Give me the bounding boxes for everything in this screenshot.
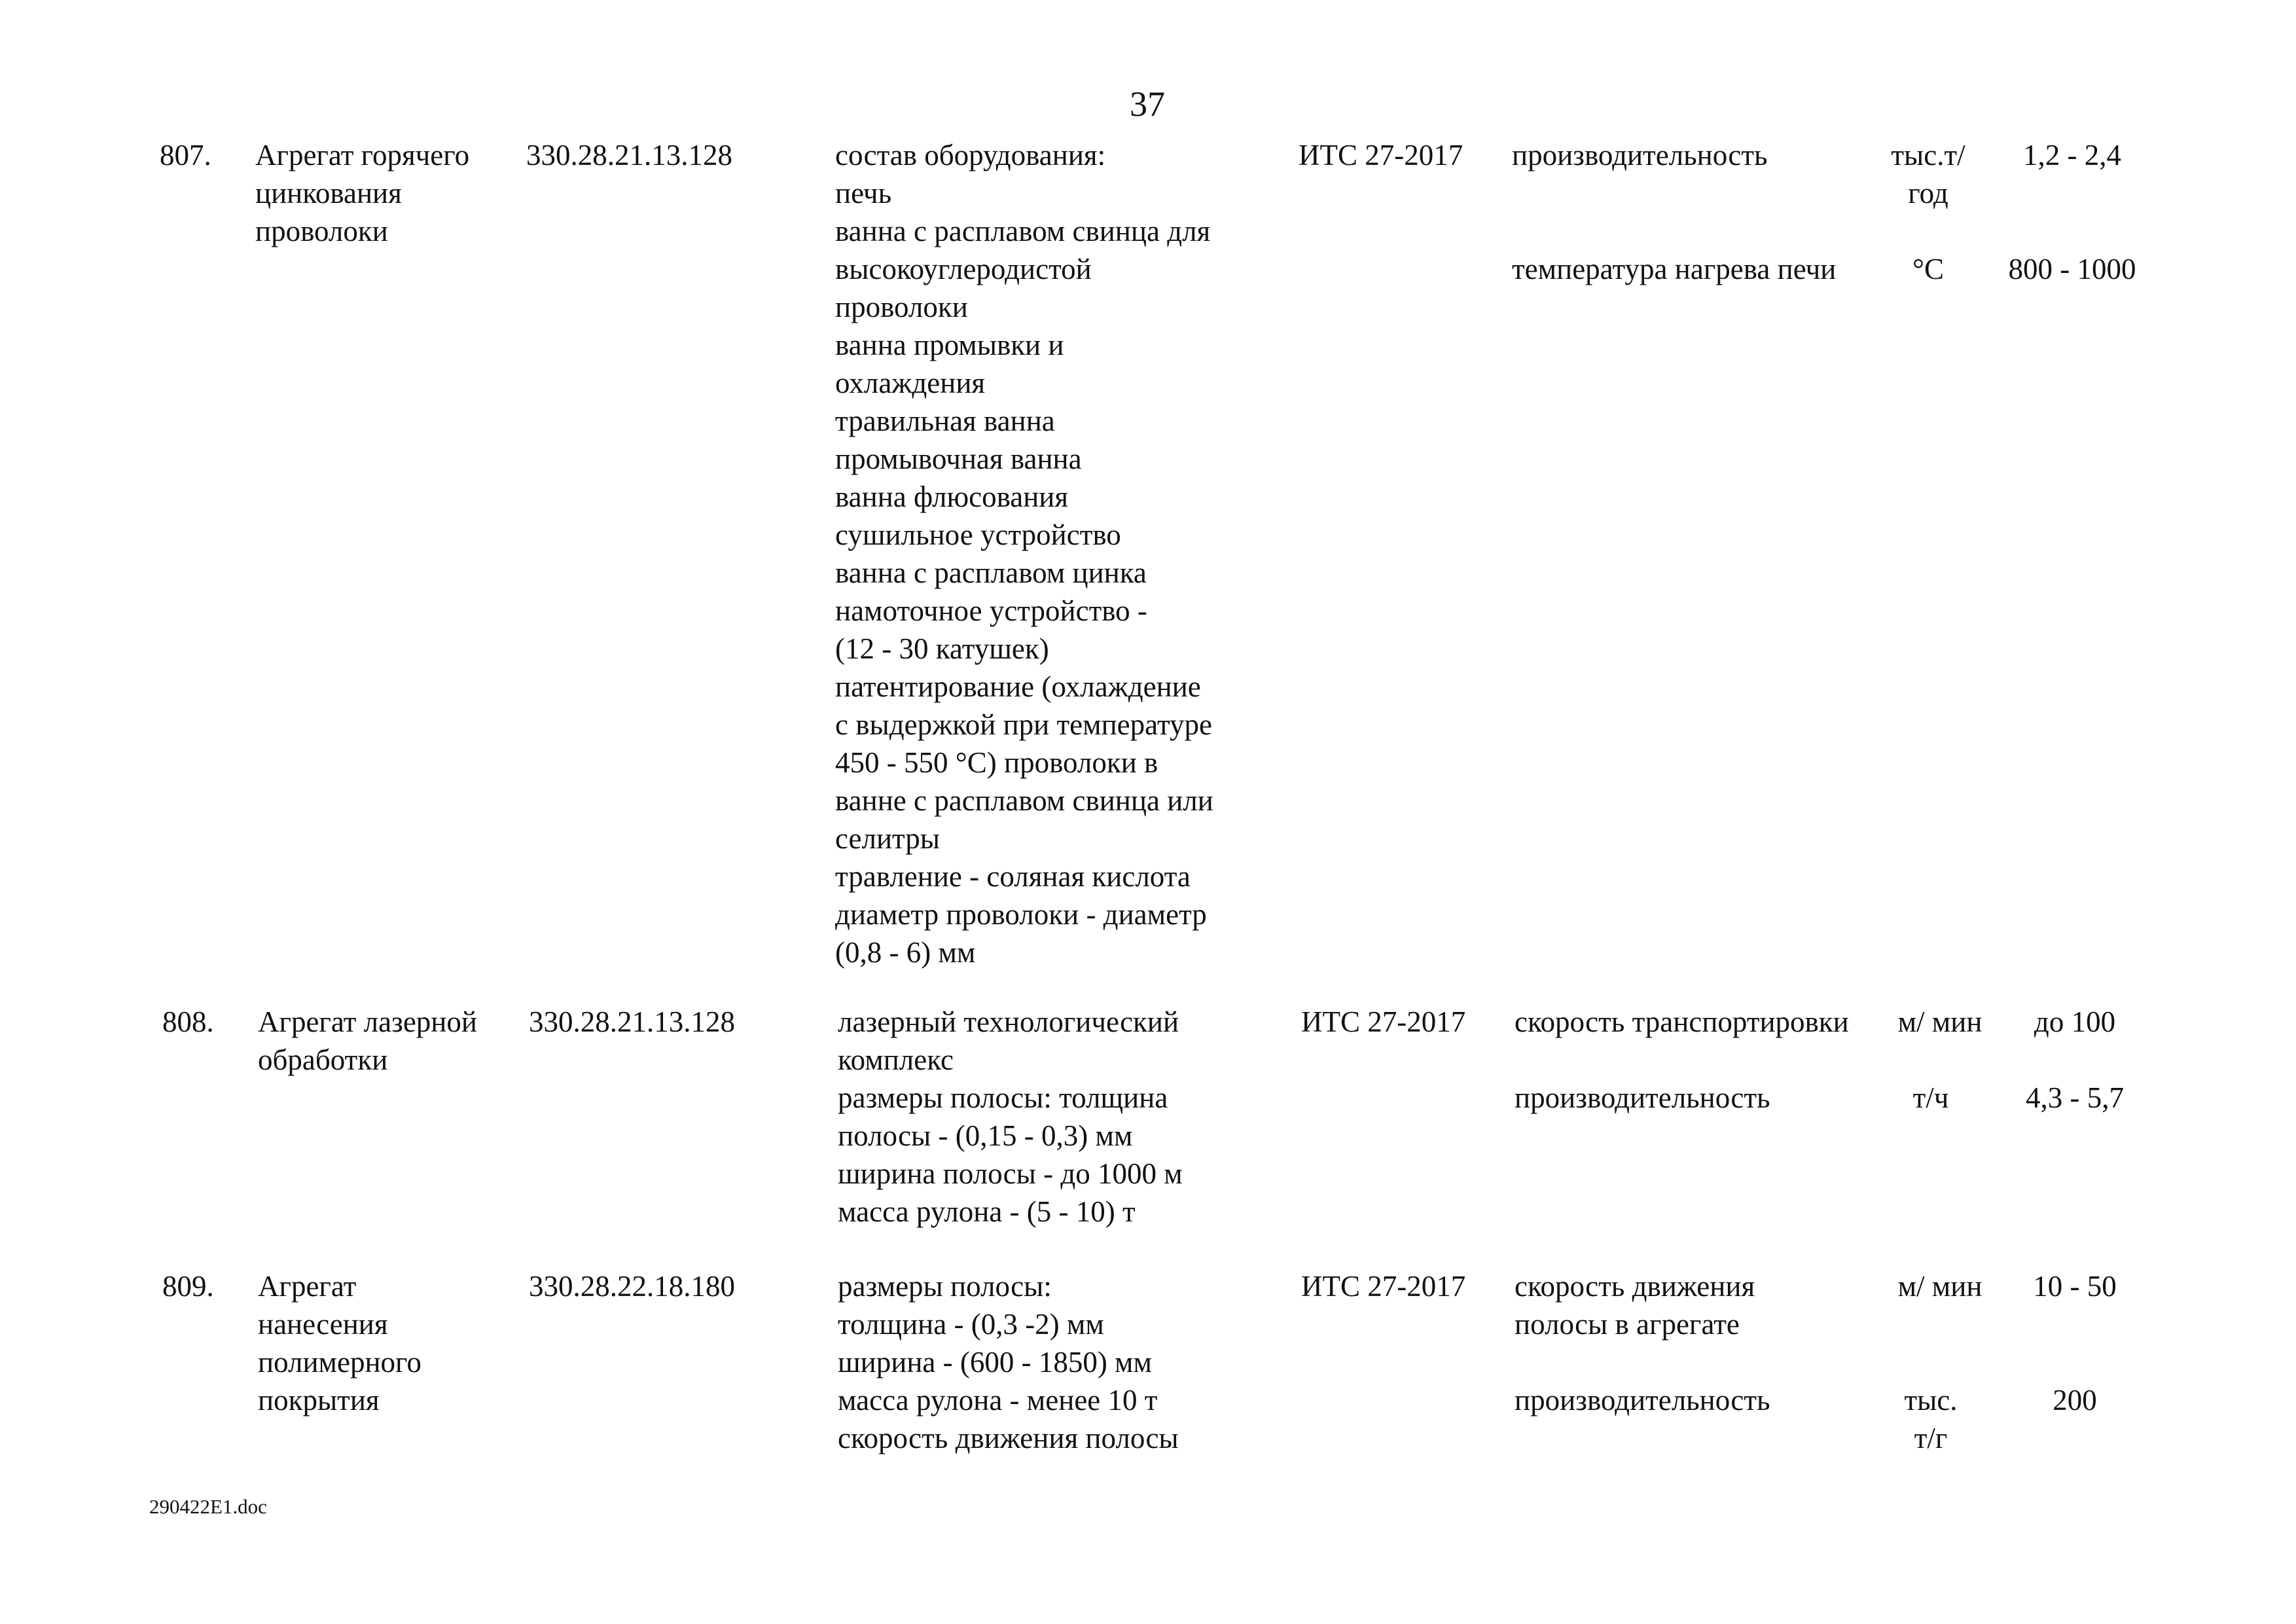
parameter-name [1515, 1079, 1770, 1117]
parameter-name-line: скорость транспортировки [1515, 1005, 1849, 1038]
description-line: ванне с расплавом свинца или [835, 784, 1213, 817]
name-line: полимерного [258, 1346, 422, 1379]
name-line: Агрегат лазерной [258, 1005, 477, 1038]
parameter-unit [1878, 1079, 1983, 1117]
parameter-value: 800 - 1000 [2008, 253, 2136, 285]
document-id: 290422E1.doc [149, 1495, 267, 1518]
parameter-name-line: полосы в агрегате [1515, 1308, 1740, 1341]
description-line: проволоки [835, 291, 968, 323]
classifier-code: 330.28.22.18.180 [529, 1270, 735, 1303]
description-line: комплекс [838, 1043, 954, 1076]
unit-line: тыс.т/ [1891, 139, 1965, 171]
unit-line: т/г [1914, 1422, 1948, 1454]
description-line: охлаждения [835, 367, 986, 399]
parameter-name [1512, 136, 1768, 174]
unit-line: м/ мин [1897, 1005, 1982, 1038]
description-line: печь [835, 177, 892, 209]
parameter-unit [1878, 1381, 1983, 1457]
parameter-name-line: производительность [1515, 1081, 1770, 1114]
description-line: патентирование (охлаждение [835, 670, 1201, 703]
description-line: ванна флюсования [835, 480, 1069, 513]
parameter-value: 10 - 50 [2033, 1270, 2117, 1303]
parameter-unit [1888, 1267, 1992, 1305]
description-line: ширина - (600 - 1850) мм [838, 1346, 1153, 1379]
technical-standard: ИТС 27-2017 [1301, 1270, 1466, 1303]
parameter-name-line: производительность [1515, 1384, 1770, 1416]
parameter-name [1515, 1267, 1755, 1343]
name-line: Агрегат горячего [255, 139, 470, 171]
unit-line: м/ мин [1897, 1270, 1982, 1303]
parameter-name [1515, 1381, 1770, 1419]
description-line: намоточное устройство - [835, 594, 1147, 627]
description-line: диаметр проволоки - диаметр [835, 898, 1207, 931]
description-line: размеры полосы: толщина [838, 1081, 1168, 1114]
parameter-name-line: температура нагрева печи [1512, 253, 1837, 285]
unit-line: т/ч [1912, 1081, 1949, 1114]
row-number: 807. [160, 139, 211, 171]
equipment-name [258, 1003, 477, 1079]
description-line: размеры полосы: [838, 1270, 1052, 1303]
equipment-name [255, 136, 469, 250]
parameter-name [1515, 1003, 1849, 1041]
description-line: с выдержкой при температуре [835, 708, 1213, 741]
description-line: ванна с расплавом свинца для [835, 215, 1211, 247]
name-line: проволоки [255, 215, 388, 247]
name-line: нанесения [258, 1308, 388, 1341]
description-line: масса рулона - (5 - 10) т [838, 1195, 1136, 1228]
row-number: 808. [162, 1005, 214, 1038]
description-line: селитры [835, 822, 940, 855]
parameter-value: 200 [2053, 1384, 2097, 1416]
description-line: толщина - (0,3 -2) мм [838, 1308, 1104, 1341]
description-line: промывочная ванна [835, 442, 1082, 475]
parameter-value: 1,2 - 2,4 [2023, 139, 2121, 171]
description-line: сушильное устройство [835, 518, 1121, 551]
parameter-unit [1876, 250, 1981, 288]
description-line: (12 - 30 катушек) [835, 632, 1049, 665]
description-line: ширина полосы - до 1000 м [838, 1157, 1183, 1190]
description-line: 450 - 550 °С) проволоки в [835, 746, 1158, 779]
unit-line: °С [1912, 253, 1944, 285]
technical-standard: ИТС 27-2017 [1301, 1005, 1466, 1038]
page-number: 37 [1130, 84, 1165, 124]
equipment-description [838, 1267, 1179, 1457]
description-line: ванна промывки и [835, 329, 1064, 361]
name-line: цинкования [255, 177, 402, 209]
equipment-name [258, 1267, 422, 1419]
name-line: покрытия [258, 1384, 380, 1416]
row-number: 809. [162, 1270, 214, 1303]
name-line: обработки [258, 1043, 388, 1076]
equipment-description [835, 136, 1213, 971]
parameter-value: до 100 [2034, 1005, 2116, 1038]
description-line: травление - соляная кислота [835, 860, 1191, 893]
unit-line: тыс. [1904, 1384, 1958, 1416]
classifier-code: 330.28.21.13.128 [526, 139, 732, 171]
description-line: (0,8 - 6) мм [835, 936, 976, 969]
parameter-name-line: производительность [1512, 139, 1768, 171]
description-line: масса рулона - менее 10 т [838, 1384, 1158, 1416]
parameter-name [1512, 250, 1836, 288]
description-line: высокоуглеродистой [835, 253, 1092, 285]
parameter-unit [1888, 1003, 1992, 1041]
description-line: скорость движения полосы [838, 1422, 1179, 1454]
unit-line: год [1908, 177, 1948, 209]
parameter-unit [1876, 136, 1981, 212]
description-line: ванна с расплавом цинка [835, 556, 1147, 589]
name-line: Агрегат [258, 1270, 357, 1303]
parameter-name-line: скорость движения [1515, 1270, 1755, 1303]
classifier-code: 330.28.21.13.128 [529, 1005, 735, 1038]
description-line: состав оборудования: [835, 139, 1106, 171]
description-line: полосы - (0,15 - 0,3) мм [838, 1119, 1133, 1152]
technical-standard: ИТС 27-2017 [1299, 139, 1463, 171]
description-line: травильная ванна [835, 405, 1055, 437]
description-line: лазерный технологический [838, 1005, 1179, 1038]
equipment-description [838, 1003, 1183, 1231]
parameter-value: 4,3 - 5,7 [2026, 1081, 2124, 1114]
